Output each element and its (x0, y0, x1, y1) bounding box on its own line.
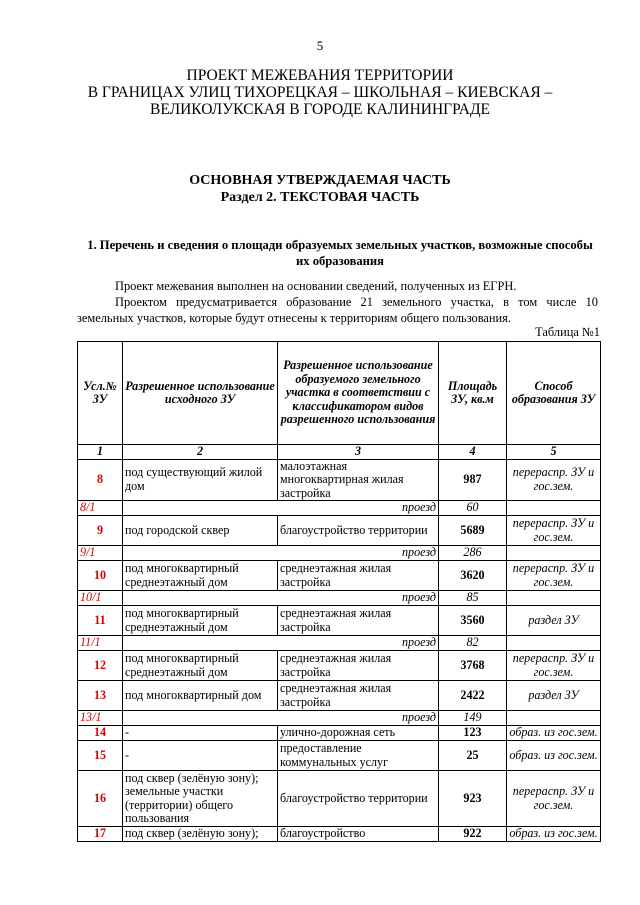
column-number-row (78, 445, 601, 460)
source-use: под городской сквер (123, 516, 278, 546)
subplot-id: 10/1 (78, 591, 123, 606)
plot-id: 14 (78, 726, 123, 741)
subplot-area: 149 (439, 711, 507, 726)
table-subrow (78, 636, 601, 651)
formation-method: перераспр. ЗУ и гос.зем. (507, 651, 601, 681)
paragraph: Проектом предусматривается образование 21 земельного участка, в том числе 10 земельных участков, которые будут отнесены к территориям общего пользования. (77, 295, 598, 325)
plot-id: 8 (78, 459, 123, 501)
column-number: 3 (278, 445, 439, 460)
source-use: под сквер (зелёную зону); (123, 827, 278, 842)
subplot-area: 85 (439, 591, 507, 606)
header-cell: Усл.№ ЗУ (78, 342, 123, 445)
table-row (78, 827, 601, 842)
table-row (78, 651, 601, 681)
plot-id: 9 (78, 516, 123, 546)
header-cell: Разрешенное использование исходного ЗУ (123, 342, 278, 445)
section-heading: 1. Перечень и сведения о площади образуемых земельных участков, возможные способы их образования (87, 238, 593, 268)
header-cell: Способ образования ЗУ (507, 342, 601, 445)
plot-area: 3620 (439, 561, 507, 591)
subplot-label: проезд (123, 636, 439, 651)
plot-area: 3560 (439, 606, 507, 636)
new-use: среднеэтажная жилая застройка (278, 606, 439, 636)
formation-method: перераспр. ЗУ и гос.зем. (507, 459, 601, 501)
land-plots-table (77, 341, 601, 842)
table-row (78, 771, 601, 827)
project-title-line: В ГРАНИЦАХ УЛИЦ ТИХОРЕЦКАЯ – ШКОЛЬНАЯ – КИЕВСКАЯ – (87, 84, 553, 101)
formation-method: раздел ЗУ (507, 681, 601, 711)
table-row (78, 516, 601, 546)
formation-method: раздел ЗУ (507, 606, 601, 636)
new-use: малоэтажная многоквартирная жилая застройка (278, 459, 439, 501)
table-header-row (78, 342, 601, 445)
table-row (78, 606, 601, 636)
subplot-id: 13/1 (78, 711, 123, 726)
subplot-area: 286 (439, 546, 507, 561)
subplot-label: проезд (123, 591, 439, 606)
new-use: среднеэтажная жилая застройка (278, 651, 439, 681)
project-title (60, 67, 580, 118)
source-use: под сквер (зелёную зону); земельные участки (территории) общего пользования (123, 771, 278, 827)
subplot-label: проезд (123, 501, 439, 516)
section-title-line: Раздел 2. ТЕКСТОВАЯ ЧАСТЬ (220, 190, 420, 205)
column-number: 1 (78, 445, 123, 460)
source-use: - (123, 741, 278, 771)
project-title-line: ВЕЛИКОЛУКСКАЯ В ГОРОДЕ КАЛИНИНГРАДЕ (150, 101, 490, 118)
plot-area: 5689 (439, 516, 507, 546)
plot-area: 922 (439, 827, 507, 842)
formation-method: перераспр. ЗУ и гос.зем. (507, 561, 601, 591)
table-body (78, 459, 601, 842)
source-use: под многоквартирный среднеэтажный дом (123, 561, 278, 591)
empty-cell (507, 636, 601, 651)
subplot-id: 8/1 (78, 501, 123, 516)
header-cell: Разрешенное использование образуемого земельного участка в соответствии с классификатором видов разрешенного использования (278, 342, 439, 445)
column-number: 2 (123, 445, 278, 460)
new-use: благоустройство территории (278, 516, 439, 546)
plot-id: 13 (78, 681, 123, 711)
new-use: улично-дорожная сеть (278, 726, 439, 741)
table-row (78, 561, 601, 591)
new-use: предоставление коммунальных услуг (278, 741, 439, 771)
formation-method: образ. из гос.зем. (507, 827, 601, 842)
column-number: 4 (439, 445, 507, 460)
project-title-line: ПРОЕКТ МЕЖЕВАНИЯ ТЕРРИТОРИИ (186, 67, 454, 84)
table-row (78, 741, 601, 771)
plot-area: 987 (439, 459, 507, 501)
source-use: под многоквартирный дом (123, 681, 278, 711)
table-row (78, 681, 601, 711)
subplot-id: 11/1 (78, 636, 123, 651)
plot-id: 12 (78, 651, 123, 681)
empty-cell (507, 591, 601, 606)
subplot-area: 82 (439, 636, 507, 651)
subplot-label: проезд (123, 711, 439, 726)
subplot-area: 60 (439, 501, 507, 516)
table-row (78, 459, 601, 501)
plot-area: 923 (439, 771, 507, 827)
plot-id: 17 (78, 827, 123, 842)
formation-method: перераспр. ЗУ и гос.зем. (507, 771, 601, 827)
plot-area: 2422 (439, 681, 507, 711)
table-subrow (78, 591, 601, 606)
paragraph: Проект межевания выполнен на основании сведений, полученных из ЕГРН. (115, 279, 517, 293)
table-subrow (78, 711, 601, 726)
empty-cell (507, 546, 601, 561)
new-use: благоустройство территории (278, 771, 439, 827)
plot-area: 3768 (439, 651, 507, 681)
source-use: под существующий жилой дом (123, 459, 278, 501)
formation-method: перераспр. ЗУ и гос.зем. (507, 516, 601, 546)
new-use: среднеэтажная жилая застройка (278, 681, 439, 711)
section-title-line: ОСНОВНАЯ УТВЕРЖДАЕМАЯ ЧАСТЬ (189, 173, 451, 188)
subplot-id: 9/1 (78, 546, 123, 561)
page-number: 5 (316, 38, 324, 53)
header-cell: Площадь ЗУ, кв.м (439, 342, 507, 445)
table-caption: Таблица №1 (535, 325, 600, 339)
formation-method: образ. из гос.зем. (507, 726, 601, 741)
plot-id: 15 (78, 741, 123, 771)
empty-cell (507, 711, 601, 726)
new-use: благоустройство (278, 827, 439, 842)
plot-id: 11 (78, 606, 123, 636)
new-use: среднеэтажная жилая застройка (278, 561, 439, 591)
plot-area: 25 (439, 741, 507, 771)
subplot-label: проезд (123, 546, 439, 561)
formation-method: образ. из гос.зем. (507, 741, 601, 771)
section-title (60, 172, 580, 206)
source-use: под многоквартирный среднеэтажный дом (123, 606, 278, 636)
table-subrow (78, 501, 601, 516)
empty-cell (507, 501, 601, 516)
plot-id: 16 (78, 771, 123, 827)
source-use: под многоквартирный среднеэтажный дом (123, 651, 278, 681)
source-use: - (123, 726, 278, 741)
table-subrow (78, 546, 601, 561)
plot-id: 10 (78, 561, 123, 591)
column-number: 5 (507, 445, 601, 460)
table-row (78, 726, 601, 741)
plot-area: 123 (439, 726, 507, 741)
